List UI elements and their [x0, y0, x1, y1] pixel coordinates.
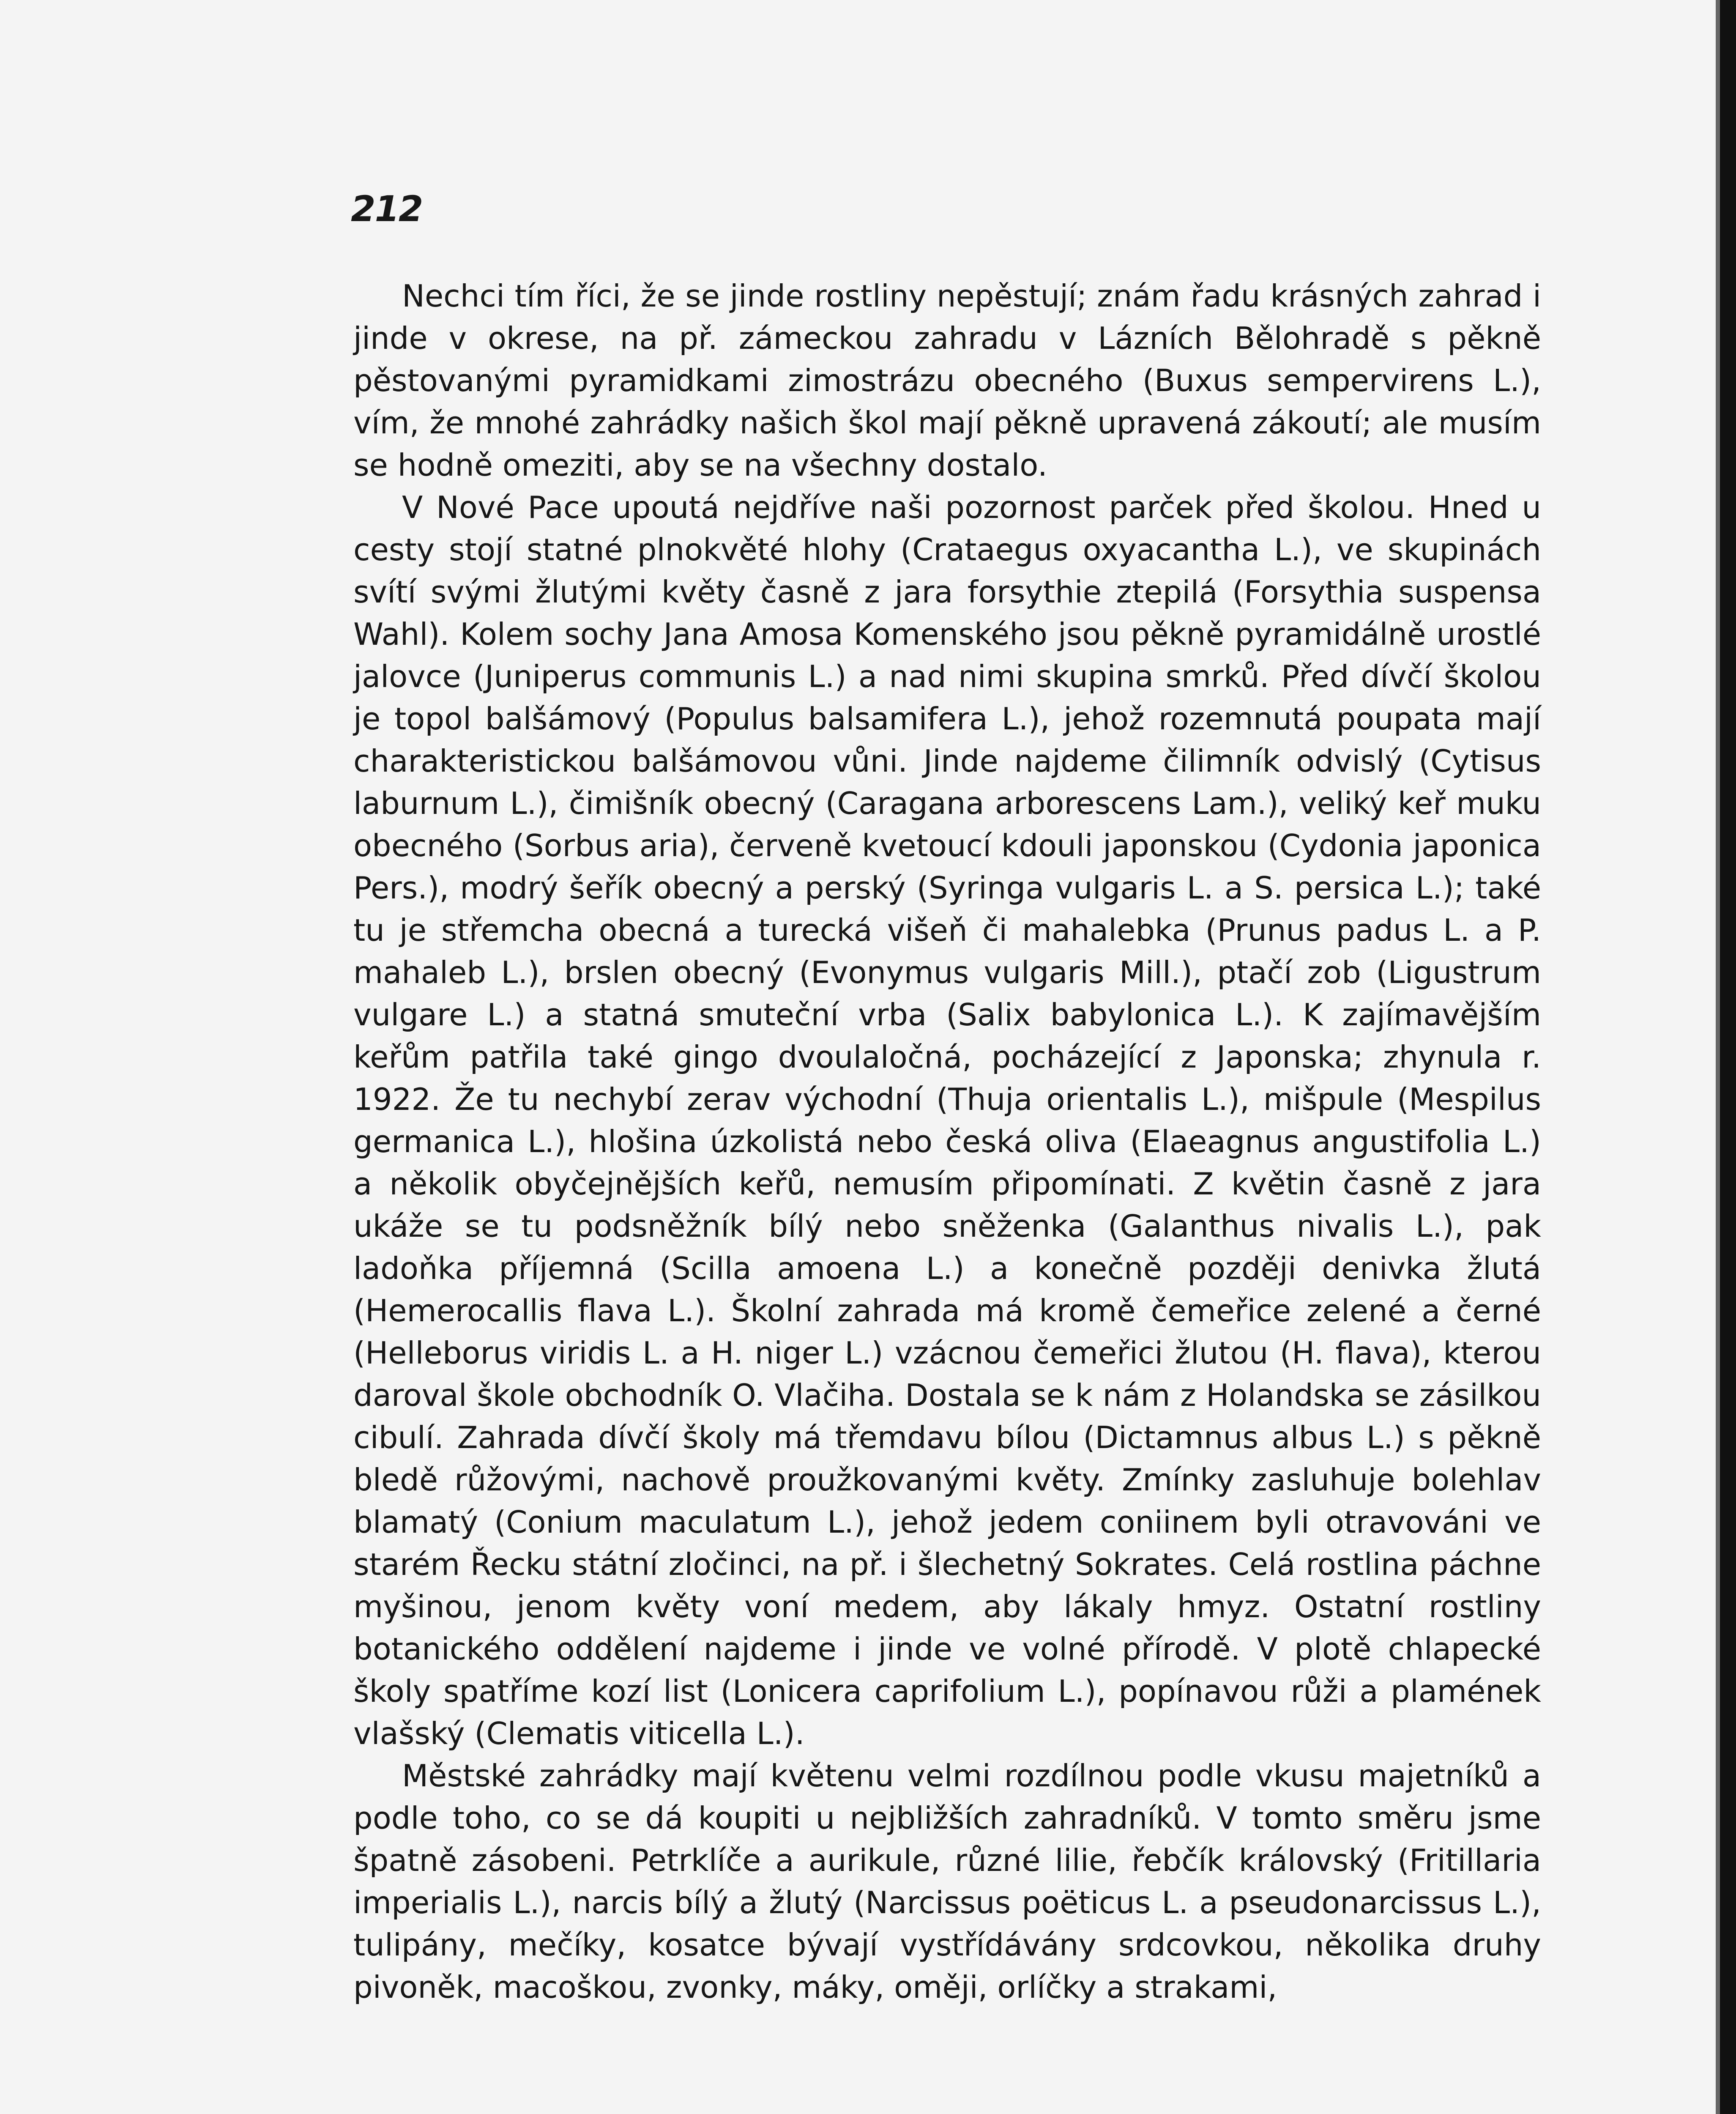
page-number: 212	[351, 188, 423, 230]
page-edge-shadow	[1716, 0, 1720, 2114]
paragraph-1: Nechci tím říci, že se jinde rostliny nepěstují; znám řadu krásných zahrad i jinde v okrese, na př. zámeckou zahradu v Lázních Bělohradě s pěkně pěstovanými pyramidkami zimostrázu obecného (Buxus sempervirens L.), vím, že mnohé zahrádky našich škol mají pěkně upravená zákoutí; ale musím se hodně omeziti, aby se na všechny dostalo.	[353, 278, 1541, 483]
paragraph-2: V Nové Pace upoutá nejdříve naši pozornost parček před školou. Hned u cesty stojí statné plnokvěté hlohy (Crataegus oxyacantha L.), ve skupinách svítí svými žlutými květy časně z jara forsythie ztepilá (Forsythia suspensa Wahl). Kolem sochy Jana Amosa Komenského jsou pěkně pyramidálně urostlé jalovce (Juniperus communis L.) a nad nimi skupina smrků. Před dívčí školou je topol balšámový (Populus balsamifera L.), jehož rozemnutá poupata mají charakteristickou balšámovou vůni. Jinde najdeme čilimník odvislý (Cytisus laburnum L.), čimišník obecný (Caragana arborescens Lam.), veliký keř muku obecného (Sorbus aria), červeně kvetoucí kdouli japonskou (Cydonia japonica Pers.), modrý šeřík obecný a perský (Syringa vulgaris L. a S. persica L.); také tu je střemcha obecná a turecká višeň či mahalebka (Prunus padus L. a P. mahaleb L.), brslen obecný (Evonymus vulgaris Mill.), ptačí zob (Ligustrum vulgare L.) a statná smuteční vrba (Salix babylonica L.). K zajímavějším keřům patřila také gingo dvoulaločná, pocházející z Japonska; zhynula r. 1922. Že tu nechybí zerav východní (Thuja orientalis L.), mišpule (Mespilus germanica L.), hlošina úzkolistá nebo česká oliva (Elaeagnus angustifolia L.) a několik obyčejnějších keřů, nemusím připomínati. Z květin časně z jara ukáže se tu podsněžník bílý nebo sněženka (Galanthus nivalis L.), pak ladoňka příjemná (Scilla amoena L.) a konečně později denivka žlutá (Hemerocallis flava L.). Školní zahrada má kromě čemeřice zelené a černé (Helleborus viridis L. a H. niger L.) vzácnou čemeřici žlutou (H. flava), kterou daroval škole obchodník O. Vlačiha. Dostala se k nám z Holandska se zásilkou cibulí. Zahrada dívčí školy má třemdavu bílou (Dictamnus albus L.) s pěkně bledě růžovými, nachově proužkovanými květy. Zmínky zasluhuje bolehlav blamatý (Conium maculatum L.), jehož jedem coniinem byli otravováni ve starém Řecku státní zločinci, na př. i šlechetný Sokrates. Celá rostlina páchne myšinou, jenom květy voní medem, aby lákaly hmyz. Ostatní rostliny botanického oddělení najdeme i jinde ve volné přírodě. V plotě chlapecké školy spatříme kozí list (Lonicera caprifolium L.), popínavou růži a plamének vlašský (Clematis viticella L.).	[353, 490, 1541, 1751]
body-text	[353, 275, 1541, 2008]
paragraph-3: Městské zahrádky mají květenu velmi rozdílnou podle vkusu majetníků a podle toho, co se dá koupiti u nejbližších zahradníků. V tomto směru jsme špatně zásobeni. Petrklíče a aurikule, různé lilie, řebčík královský (Fritillaria imperialis L.), narcis bílý a žlutý (Narcissus poëticus L. a pseudonarcissus L.), tulipány, mečíky, kosatce bývají vystřídávány srdcovkou, několika druhy pivoněk, macoškou, zvonky, máky, oměji, orlíčky a strakami,	[353, 1758, 1541, 2005]
scan-border-right	[1720, 0, 1736, 2114]
